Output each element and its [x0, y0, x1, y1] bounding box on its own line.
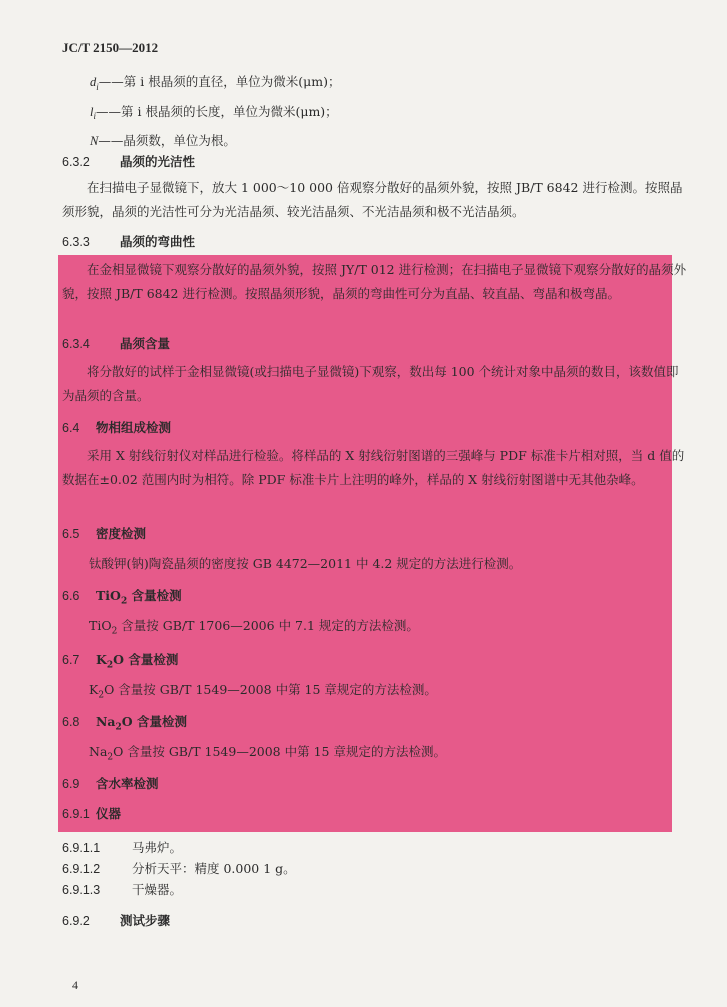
section-6-9-1-heading: 6.9.1 仪器	[62, 806, 122, 821]
section-6-3-4-heading: 6.3.4 晶须含量	[62, 336, 171, 351]
section-6-9-2-heading: 6.9.2 测试步骤	[62, 913, 171, 928]
section-6-3-3-body: 在金相显微镜下观察分散好的晶须外貌，按照 JY/T 012 进行检测；在扫描电子显微镜下观察分散好的晶须外貌，按照 JB/T 6842 进行检测。按照晶须形貌，晶须的弯曲性可分为直晶、较直晶、弯晶和极弯晶。	[62, 262, 687, 301]
section-6-4-heading: 6.4 物相组成检测	[62, 420, 172, 435]
section-6-5-body: 钛酸钾(钠)陶瓷晶须的密度按 GB 4472—2011 中 4.2 规定的方法进行检测。	[89, 556, 522, 571]
section-6-3-3-heading: 6.3.3 晶须的弯曲性	[62, 234, 196, 249]
standard-id-header: JC/T 2150—2012	[62, 40, 159, 55]
item-6-9-1-1: 6.9.1.1 马弗炉。	[62, 840, 183, 855]
section-6-9-heading: 6.9 含水率检测	[62, 776, 159, 791]
section-6-5-heading: 6.5 密度检测	[62, 526, 147, 541]
section-6-6-heading: 6.6 TiO$_2$ 含量检测	[62, 588, 182, 607]
definition-n: N——晶须数，单位为根。	[90, 133, 236, 148]
section-6-3-2-heading: 6.3.2 晶须的光洁性	[62, 154, 196, 169]
section-6-7-body: $K_2O$ 含量按 GB/T 1549—2008 中第 15 章规定的方法检测。	[89, 682, 437, 701]
section-6-3-4-body: 将分散好的试样于金相显微镜(或扫描电子显微镜)下观察，数出每 100 个统计对象中晶须的数目，该数值即为晶须的含量。	[62, 364, 679, 403]
section-6-3-2-body: 在扫描电子显微镜下，放大 1 000～10 000 倍观察分散好的晶须外貌，按照 JB/T 6842 进行检测。按照晶须形貌，晶须的光洁性可分为光洁晶须、较光洁晶须、不光洁晶须和极不光洁晶须。	[62, 180, 683, 219]
section-6-7-heading: 6.7 $K_2O$ 含量检测	[62, 652, 179, 671]
item-6-9-1-2: 6.9.1.2 分析天平：精度 0.000 1 g。	[62, 861, 296, 876]
item-6-9-1-3: 6.9.1.3 干燥器。	[62, 882, 183, 897]
page-number: 4	[72, 978, 78, 992]
section-6-6-body: TiO$_2$ 含量按 GB/T 1706—2006 中 7.1 规定的方法检测。	[89, 618, 419, 637]
definition-d: $d_i——$第 i 根晶须的直径，单位为微米(μm)；	[90, 74, 341, 92]
definition-l: $l_i——$第 i 根晶须的长度，单位为微米(μm)；	[90, 103, 338, 121]
section-6-8-body: $Na_2O$ 含量按 GB/T 1549—2008 中第 15 章规定的方法检测。	[89, 744, 446, 763]
section-6-4-body: 采用 X 射线衍射仪对样品进行检验。将样品的 X 射线衍射图谱的三强峰与 PDF 标准卡片相对照，当 d 值的数据在±0.02 范围内时为相符。除 PDF 标准卡片上注明的峰外，样品的 X 射线衍射图谱中无其他杂峰。	[62, 448, 685, 487]
section-6-8-heading: 6.8 $Na_2O$ 含量检测	[62, 714, 188, 733]
